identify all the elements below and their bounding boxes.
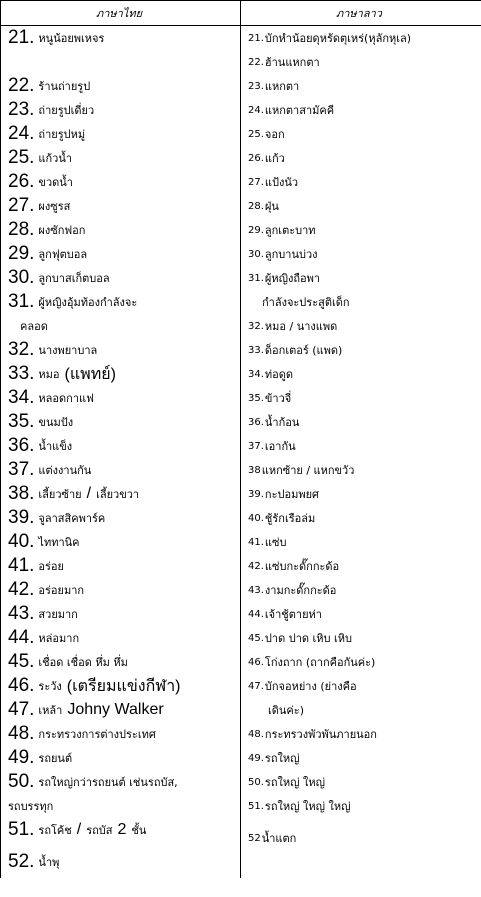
thai-row (8, 74, 90, 98)
lao-row (248, 434, 296, 458)
thai-text: ผู้หญิงอุ้มท้องกำลังจะ (38, 296, 138, 309)
lao-text: แหกตา (264, 80, 300, 93)
lao-text: รถใหญ่ (264, 752, 300, 765)
thai-text: รถโค้ช (38, 824, 72, 837)
lao-text: งามกะดั๊กกะด้อ (264, 584, 337, 597)
row-number: 31. (8, 291, 35, 312)
thai-text: รถยนต์ (38, 752, 73, 765)
lao-text: แก้ว (264, 152, 285, 165)
thai-text: น้ำแข็ง (38, 440, 73, 453)
lao-row (248, 578, 336, 602)
lao-row (248, 746, 299, 770)
row-number: 40. (248, 512, 264, 524)
row-number: 37. (248, 440, 264, 452)
lao-text: ปาด ปาด เหิบ เหิบ (264, 632, 352, 645)
thai-row (8, 650, 128, 674)
row-number: 28. (8, 219, 35, 240)
lao-text: จอก (264, 128, 285, 141)
thai-text-extra: / (86, 485, 92, 502)
row-number: 26. (8, 171, 35, 192)
row-number: 32. (8, 339, 35, 360)
row-number: 23. (248, 80, 264, 92)
thai-text: ถ่ายรูปหมู่ (38, 128, 86, 141)
thai-row (8, 698, 164, 722)
row-number: 35. (248, 392, 264, 404)
thai-text: น้ำพุ (38, 856, 60, 869)
row-number: 27. (8, 195, 35, 216)
lao-row (248, 602, 322, 626)
row-number: 29. (248, 224, 264, 236)
lao-text: เดินค่ะ) (268, 704, 304, 717)
thai-row (8, 266, 110, 290)
row-number: 39. (8, 507, 35, 528)
lao-text: แหกซ้าย / แหกขวัว (261, 464, 355, 477)
row-number: 31. (248, 272, 264, 284)
thai-text: คลอด (20, 320, 48, 333)
row-number: 36. (8, 435, 35, 456)
thai-text-extra: (แพทย์) (64, 365, 116, 383)
row-number: 46. (248, 656, 264, 668)
row-number: 49. (248, 752, 264, 764)
thai-row (8, 218, 85, 242)
thai-row (8, 770, 178, 794)
row-number: 44. (248, 608, 264, 620)
thai-row (8, 530, 80, 554)
row-number: 22. (248, 56, 264, 68)
row-number: 42. (8, 579, 35, 600)
thai-text: แต่งงานกัน (38, 464, 92, 477)
thai-text: ถ่ายรูปเดี่ยว (38, 104, 95, 117)
lao-row (248, 674, 357, 698)
thai-row (8, 26, 104, 50)
lao-text: น้ำก้อน (264, 416, 300, 429)
lao-row (248, 362, 293, 386)
row-number: 47. (8, 699, 35, 720)
lao-row (248, 50, 320, 74)
thai-row (8, 602, 78, 626)
thai-text: ขนมปัง (38, 416, 74, 429)
lao-row (248, 26, 411, 50)
thai-text-extra: Johny Walker (67, 701, 164, 718)
row-number: 51. (8, 819, 35, 840)
lao-row (248, 338, 342, 362)
row-number: 41. (8, 555, 35, 576)
thai-text: เลี้ยวขวา (96, 488, 140, 501)
lao-row (248, 410, 299, 434)
row-number: 49. (8, 747, 35, 768)
lao-row (248, 218, 316, 242)
lao-text: เจ้าชู้ตายห่า (264, 608, 322, 621)
row-number: 22. (8, 75, 35, 96)
row-number: 48. (248, 728, 264, 740)
row-number: 34. (248, 368, 264, 380)
thai-row-continuation (20, 314, 48, 338)
row-number: 35. (8, 411, 35, 432)
thai-text-extra: / (76, 821, 82, 838)
thai-text-extra: (เตรียมแข่งกีฬา) (66, 677, 181, 695)
row-number: 24. (8, 123, 35, 144)
lao-text: ข้าวจี่ (264, 392, 292, 405)
thai-text: ผงซักฟอก (38, 224, 86, 237)
thai-text: กระทรวงการต่างประเทศ (38, 728, 156, 741)
row-number: 30. (8, 267, 35, 288)
row-number: 33. (8, 363, 35, 384)
lao-row (248, 458, 354, 482)
row-number: 37. (8, 459, 35, 480)
thai-row (8, 578, 84, 602)
row-number: 23. (8, 99, 35, 120)
thai-row (8, 850, 59, 874)
lao-text: บักหำน้อยดุหรัดตุเหร่(หุลักหุเล) (264, 32, 412, 45)
lao-text: โก่งถาก (ถากคือกันค่ะ) (264, 656, 376, 669)
thai-text-extra: 2 (117, 821, 127, 838)
lao-text: หมอ / นางแพด (264, 320, 338, 333)
thai-text: ร้านถ่ายรูป (38, 80, 91, 93)
lao-row (248, 170, 298, 194)
lao-row (248, 650, 375, 674)
lao-column-header: ภาษาลาว (336, 7, 382, 20)
lao-text: น้ำแตก (261, 832, 297, 845)
lao-text: ฝุ่น (264, 200, 279, 213)
thai-text: รถบรรทุก (8, 800, 54, 813)
row-number: 52 (248, 832, 261, 844)
row-number: 38. (8, 483, 35, 504)
row-number: 46. (8, 675, 35, 696)
row-number: 34. (8, 387, 35, 408)
row-number: 25. (8, 147, 35, 168)
thai-text: อร่อยมาก (38, 584, 85, 597)
lao-text: ผู้หญิงถือพา (264, 272, 321, 285)
lao-text: บักจอหย่าง (ย่างคือ (264, 680, 357, 693)
row-number: 43. (248, 584, 264, 596)
thai-text: หมอ (38, 368, 60, 381)
thai-text: อร่อย (38, 560, 64, 573)
thai-text: ผงซูรส (38, 200, 71, 213)
thai-text: สวยมาก (38, 608, 78, 621)
lao-text: แหกตาสามัคคี (264, 104, 335, 117)
thai-text: เหล้า (38, 704, 63, 717)
thai-row (8, 362, 116, 386)
lao-text: ท่อดูด (264, 368, 294, 381)
lao-row (248, 554, 339, 578)
lao-text: ฮ้านแหกตา (264, 56, 320, 69)
lao-row (248, 794, 350, 818)
row-number: 39. (248, 488, 264, 500)
lao-row (248, 506, 315, 530)
lao-row-continuation (262, 290, 350, 314)
row-number: 47. (248, 680, 264, 692)
lao-text: กะปอมพยศ (264, 488, 319, 501)
lao-text: ลูกบานบ่วง (264, 248, 318, 261)
thai-text: ลูกฟุตบอล (38, 248, 88, 261)
thai-row (8, 554, 64, 578)
row-number: 21. (8, 27, 35, 48)
lao-text: ลูกเตะบาท (264, 224, 316, 237)
lao-row (248, 386, 291, 410)
row-number: 32. (248, 320, 264, 332)
thai-row (8, 410, 73, 434)
thai-text: นางพยาบาล (38, 344, 98, 357)
thai-row-continuation (8, 794, 53, 818)
thai-row (8, 338, 97, 362)
lao-text: ชู้รักเรือล่ม (264, 512, 316, 525)
thai-row (8, 386, 94, 410)
lao-row (248, 242, 318, 266)
thai-row (8, 98, 94, 122)
row-number: 21. (248, 32, 264, 44)
row-number: 36. (248, 416, 264, 428)
thai-row (8, 722, 156, 746)
lao-row (248, 626, 352, 650)
row-number: 41. (248, 536, 264, 548)
thai-text: จูลาสสิคพาร์ค (38, 512, 106, 525)
row-number: 51. (248, 800, 264, 812)
thai-text: ลูกบาสเก็ตบอล (38, 272, 110, 285)
thai-text: ขวดน้ำ (38, 176, 73, 189)
lao-text: ด็อกเตอร์ (แพด) (264, 344, 343, 357)
row-number: 24. (248, 104, 264, 116)
thai-text: หล่อมาก (38, 632, 80, 645)
lao-text: รถใหญ่ ใหญ่ (264, 776, 325, 789)
lao-row (248, 530, 286, 554)
lao-row (248, 314, 337, 338)
lao-row (248, 770, 325, 794)
lao-text: แซ่บ (264, 536, 287, 549)
row-number: 28. (248, 200, 264, 212)
thai-column-header: ภาษาไทย (96, 7, 143, 20)
row-number: 52. (8, 851, 35, 872)
row-number: 48. (8, 723, 35, 744)
lao-row (248, 482, 319, 506)
thai-row (8, 506, 105, 530)
thai-row (8, 170, 73, 194)
row-number: 27. (248, 176, 264, 188)
thai-row (8, 242, 87, 266)
row-number: 44. (8, 627, 35, 648)
thai-text: แก้วน้ำ (38, 152, 73, 165)
thai-row (8, 674, 181, 698)
thai-text: หลอดกาแฟ (38, 392, 94, 405)
table-left-border (0, 0, 1, 878)
lao-row (248, 266, 320, 290)
column-divider (240, 0, 241, 878)
lao-text: แป้งนัว (264, 176, 299, 189)
row-number: 42. (248, 560, 264, 572)
lao-text: รถใหญ่ ใหญ่ ใหญ่ (264, 800, 351, 813)
row-number: 29. (8, 243, 35, 264)
row-number: 30. (248, 248, 264, 260)
thai-row (8, 146, 72, 170)
row-number: 43. (8, 603, 35, 624)
lao-row-continuation (268, 698, 304, 722)
thai-text: ระวัง (38, 680, 62, 693)
thai-text: ชั้น (131, 824, 147, 837)
thai-row (8, 122, 85, 146)
row-number: 33. (248, 344, 264, 356)
lao-row (248, 826, 296, 850)
row-number: 50. (8, 771, 35, 792)
thai-text: ไททานิค (38, 536, 80, 549)
thai-row (8, 626, 79, 650)
lao-row (248, 722, 377, 746)
row-number: 25. (248, 128, 264, 140)
thai-row (8, 818, 146, 842)
thai-row (8, 434, 72, 458)
lao-row (248, 146, 285, 170)
row-number: 26. (248, 152, 264, 164)
lao-text: เอากัน (264, 440, 296, 453)
lao-row (248, 194, 279, 218)
thai-text: เลี้ยวซ้าย (38, 488, 82, 501)
row-number: 45. (8, 651, 35, 672)
thai-text: รถบัส (86, 824, 113, 837)
lao-row (248, 98, 334, 122)
row-number: 40. (8, 531, 35, 552)
thai-row (8, 482, 139, 506)
row-number: 45. (248, 632, 264, 644)
thai-text: รถใหญ่กว่ารถยนต์ เช่นรถบัส, (38, 776, 178, 789)
lao-row (248, 74, 299, 98)
thai-row (8, 746, 72, 770)
lao-text: แซ่บกะดั๊กกะด้อ (264, 560, 340, 573)
thai-row (8, 194, 70, 218)
row-number: 50. (248, 776, 264, 788)
lao-text: กำลังจะประสูติเด็ก (262, 296, 350, 309)
lao-text: กระทรวงพัวพันภายนอก (264, 728, 377, 741)
thai-row (8, 458, 91, 482)
lao-row (248, 122, 285, 146)
row-number: 38 (248, 464, 261, 476)
thai-text: เชื่อด เชื่อด หึ่ม หึ่ม (38, 656, 128, 669)
thai-row (8, 290, 137, 314)
thai-text: หนูน้อยพเหจร (38, 32, 105, 45)
